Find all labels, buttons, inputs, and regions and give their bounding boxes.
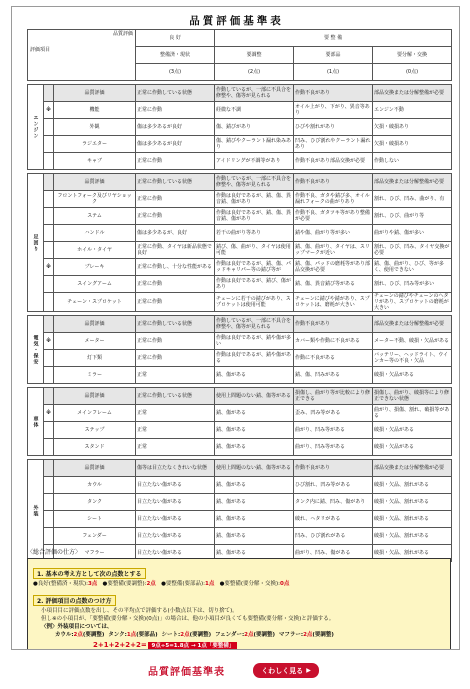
criteria-cell: 正常に作動 <box>136 350 215 367</box>
item-name: ミラー <box>54 367 136 384</box>
scoring-method-line: 但し※の小項目が、「要整備(要分解・交換)(0点)」の場合は、他の小項目が良くても要整備(要分解・交換)と評価する。 <box>41 616 335 622</box>
criteria-cell: ひびや割れがあり <box>294 119 373 136</box>
item-name: 品質評価 <box>54 460 136 477</box>
corner-bottom-label: 評価項目 <box>30 47 51 53</box>
score-value: 2点 <box>146 581 156 587</box>
criteria-cell: 割れ、ひび、凹み、タイヤ交換が必要 <box>373 242 452 259</box>
criteria-cell: アイドリングが不調等があり <box>215 153 294 170</box>
section-name: 車体 <box>28 388 44 456</box>
criteria-cell: 作動は良好であるが、錆、傷、異音錆、傷があり <box>215 208 294 225</box>
item-name: 外観 <box>54 119 136 136</box>
example-item-name: マフラー: <box>278 632 304 638</box>
criteria-cell: 破損・欠品、割れがある <box>373 545 452 562</box>
criteria-cell: 錆、傷がある <box>215 405 294 422</box>
criteria-cell: 割れ、ひび、凹み、曲がり、有 <box>373 191 452 208</box>
criteria-cell: 曲がり、損傷、割れ、破損等がある <box>373 405 452 422</box>
criteria-cell: 破れ、ヘタリがある <box>294 511 373 528</box>
table-row <box>28 153 452 170</box>
score-label: ●要整備(要調整): <box>102 581 147 587</box>
important-mark <box>44 225 54 242</box>
criteria-cell: 正常に作動している状態 <box>136 85 215 102</box>
important-mark <box>44 528 54 545</box>
important-mark <box>44 511 54 528</box>
example-formula-line <box>33 641 445 650</box>
important-mark <box>44 136 54 153</box>
criteria-cell: 作動しているが、一部に不具合を修整や、傷等が見られる <box>215 85 294 102</box>
table-row <box>28 174 452 191</box>
criteria-cell: 破損・欠品、割れがある <box>373 528 452 545</box>
criteria-cell: 作動不良があり部品交換が必要 <box>294 153 373 170</box>
criteria-cell: 作動不良があり <box>294 316 373 333</box>
item-name: フェンダー <box>54 528 136 545</box>
criteria-cell: 作動は良好であるが、錆、傷、異音錆、傷があり <box>215 191 294 208</box>
important-mark <box>44 460 54 477</box>
criteria-cell: 錆、傷がある <box>215 545 294 562</box>
criteria-cell: 錆び、傷、曲がり、タイヤは使用可能 <box>215 242 294 259</box>
criteria-cell: 傷等は目立たなくきれいな状態 <box>136 460 215 477</box>
criteria-cell: 破損・欠品がある <box>373 367 452 384</box>
important-mark: ※ <box>44 259 54 276</box>
table-row <box>28 85 452 102</box>
criteria-cell: 作動は良好であるが、錆や傷が多い <box>215 333 294 350</box>
item-name: シート <box>54 511 136 528</box>
criteria-cell: 作動に不良がある <box>294 350 373 367</box>
criteria-cell: 若干の曲がり等あり <box>215 225 294 242</box>
important-mark <box>44 477 54 494</box>
details-button[interactable] <box>253 663 319 678</box>
table-row <box>28 242 452 259</box>
criteria-cell: メーター不動、破損・欠品がある <box>373 333 452 350</box>
criteria-cell: 目立たない傷がある <box>136 545 215 562</box>
corner-top-label: 品質評価 <box>113 31 134 37</box>
table-row <box>28 136 452 153</box>
table-row <box>28 316 452 333</box>
criteria-cell: 歪み、凹み等がある <box>294 405 373 422</box>
criteria-cell: オイル上がり、下がり、異音等あり <box>294 102 373 119</box>
header-col-label: 整備済・現状 <box>136 47 215 64</box>
item-name: ハンドル <box>54 225 136 242</box>
criteria-cell: 作動しているが、一部に不具合を修整や、傷等が見られる <box>215 316 294 333</box>
criteria-cell: 曲がり、凹み、傷がある <box>294 545 373 562</box>
example-formula: 2+1+2+2+2= <box>93 641 147 649</box>
criteria-cell: 正常に作動 <box>136 102 215 119</box>
example-title: 〈例〉外装項目については、 <box>41 624 113 630</box>
criteria-cell: 錆、傷、凹みがある <box>294 367 373 384</box>
criteria-cell: 傷は多少あるが、良好 <box>136 225 215 242</box>
criteria-cell: 正常に作動、タイヤは新品状態で良好 <box>136 242 215 259</box>
item-name: マフラー <box>54 545 136 562</box>
item-name: 品質評価 <box>54 85 136 102</box>
item-name: メーター <box>54 333 136 350</box>
criteria-cell: 使用上問題のない錆、傷等がある <box>215 388 294 405</box>
important-mark <box>44 242 54 259</box>
header-need: 要 整 備 <box>215 30 452 47</box>
criteria-cell: 曲がり、凹み等がある <box>294 439 373 456</box>
criteria-cell: 作動しているが、一部に不具合を修整や、傷等が見られる <box>215 174 294 191</box>
important-mark <box>44 119 54 136</box>
score-label: ●良好(整備済・現状): <box>33 581 88 587</box>
criteria-cell: 作動は良好であるが、錆や傷がある <box>215 350 294 367</box>
item-name: スイングアーム <box>54 276 136 293</box>
item-name: チェーン・スプロケット <box>54 293 136 312</box>
criteria-cell: 作動不良、ガタツキ等があり整備が必要 <box>294 208 373 225</box>
example-item-label: (要調整) <box>82 632 105 638</box>
criteria-cell: 錆、傷がある <box>215 494 294 511</box>
criteria-cell: 部品交換または分解整備が必要 <box>373 460 452 477</box>
item-name: ホイル・タイヤ <box>54 242 136 259</box>
criteria-cell: 破損・欠品、割れがある <box>373 494 452 511</box>
example-item-label: (要調整) <box>253 632 276 638</box>
criteria-cell: 錆、傷がある <box>215 528 294 545</box>
footer-bar <box>0 660 470 682</box>
criteria-cell: チェーンの錆びやチェーンのへタリがあり、スプロケットの磨耗が大きい <box>373 293 452 312</box>
header-col-label: 要分解・交換 <box>373 47 452 64</box>
item-name: 品質評価 <box>54 316 136 333</box>
example-item-score: 2点 <box>244 632 254 638</box>
criteria-cell: 錆、傷がある <box>215 439 294 456</box>
basic-rule-title: 1. 基本の考え方として次の点数とする <box>33 568 146 579</box>
section-name: 電気・保安 <box>28 316 44 384</box>
criteria-cell: 錆、傷がある <box>215 422 294 439</box>
important-mark <box>44 208 54 225</box>
header-good: 良 好 <box>136 30 215 47</box>
important-mark <box>44 293 54 312</box>
criteria-cell: 傷は多少あるが良好 <box>136 119 215 136</box>
criteria-cell: 部品交換または分解整備が必要 <box>373 174 452 191</box>
important-mark <box>44 85 54 102</box>
header-col-score: (2点) <box>215 64 294 81</box>
criteria-cell: 破損・欠品がある <box>373 439 452 456</box>
criteria-cell: 目立たない傷がある <box>136 528 215 545</box>
criteria-cell: ひび割れ、凹み等がある <box>294 477 373 494</box>
item-name: ステム <box>54 208 136 225</box>
score-value: 3点 <box>87 581 98 587</box>
item-name: ブレーキ <box>54 259 136 276</box>
important-mark <box>44 422 54 439</box>
criteria-cell: 曲がり、凹み等がある <box>294 422 373 439</box>
table-row <box>28 276 452 293</box>
header-col-score: (3点) <box>136 64 215 81</box>
important-mark: ※ <box>44 405 54 422</box>
criteria-cell: 正常に作動 <box>136 208 215 225</box>
criteria-cell: 部品交換または分解整備が必要 <box>373 316 452 333</box>
example-item-name: タンク: <box>108 632 127 638</box>
table-row <box>28 439 452 456</box>
criteria-cell: 凹み、ひび割れやクーラント漏れあり <box>294 136 373 153</box>
example-item-label: (要部品) <box>136 632 158 638</box>
example-item-score: 2点 <box>303 632 313 638</box>
score-value: 0点 <box>280 581 290 587</box>
example-item-score: 1点 <box>126 632 137 638</box>
item-name: キャブ <box>54 153 136 170</box>
criteria-cell: 錆、傷がある <box>215 511 294 528</box>
criteria-cell: 破損・欠品、割れがある <box>373 477 452 494</box>
example-items <box>33 631 445 639</box>
criteria-cell: 錆、傷、曲がり、ひび、等が多く、使用できない <box>373 259 452 276</box>
criteria-cell: 目立たない傷がある <box>136 477 215 494</box>
criteria-cell: 作動しない <box>373 153 452 170</box>
criteria-cell: 割れ、ひび、曲がり等 <box>373 208 452 225</box>
important-mark <box>44 276 54 293</box>
criteria-cell: 破損・欠品、割れがある <box>373 511 452 528</box>
corner-cell <box>28 30 136 81</box>
table-row <box>28 511 452 528</box>
criteria-cell: 正常に作動 <box>136 333 215 350</box>
criteria-cell: 部品交換または分解整備が必要 <box>373 85 452 102</box>
criteria-cell: 割れ、ひび、凹み等が多い <box>373 276 452 293</box>
criteria-cell: 目立たない傷がある <box>136 494 215 511</box>
example-item-name: シート: <box>161 632 181 638</box>
criteria-cell: 正常 <box>136 439 215 456</box>
criteria-cell: 正常に作動している状態 <box>136 388 215 405</box>
table-row <box>28 102 452 119</box>
criteria-cell: エンジン不動 <box>373 102 452 119</box>
criteria-cell: 正常 <box>136 405 215 422</box>
table-row <box>28 528 452 545</box>
criteria-cell: 欠損・破損あり <box>373 119 452 136</box>
table-row <box>28 119 452 136</box>
table-row <box>28 422 452 439</box>
important-mark: ※ <box>44 333 54 350</box>
criteria-cell: 傷、錆びがあり <box>215 119 294 136</box>
criteria-cell: 経微な不調 <box>215 102 294 119</box>
criteria-cell: 傷、錆びやクーラント漏れ染みあり <box>215 136 294 153</box>
criteria-cell: 錆、傷がある <box>215 477 294 494</box>
criteria-cell: 正常に作動している状態 <box>136 316 215 333</box>
criteria-cell: 錆や傷、曲がり等が多い <box>294 225 373 242</box>
table-row <box>28 460 452 477</box>
table-row <box>28 367 452 384</box>
item-name: メインフレーム <box>54 405 136 422</box>
item-name: スタンド <box>54 439 136 456</box>
important-mark <box>44 494 54 511</box>
important-mark <box>44 388 54 405</box>
criteria-cell: バッテリー、ヘッドライト、ウインカー等の不良・欠品 <box>373 350 452 367</box>
criteria-cell: カバー類や作動に不良がある <box>294 333 373 350</box>
criteria-cell: 錆、傷がある <box>215 367 294 384</box>
criteria-cell: 損傷し、曲がり等が比較により修正できる <box>294 388 373 405</box>
criteria-cell: タンク内に錆、凹み、傷があり <box>294 494 373 511</box>
example-result: 9点÷5=1.8点 → 1点「要整備」 <box>148 642 237 650</box>
score-label: ●要整備(要分解・交換): <box>219 581 281 587</box>
example-item-label: (要調整) <box>189 632 212 638</box>
play-arrow-icon: ▶ <box>306 667 311 674</box>
important-mark <box>44 350 54 367</box>
example-item-name: フェンダー: <box>214 632 245 638</box>
section-name: 足回り <box>28 174 44 312</box>
evaluation-box <box>27 558 451 650</box>
criteria-cell: 正常に作動 <box>136 153 215 170</box>
criteria-cell: 錆、傷、パッドの磨耗等があり部品交換が必要 <box>294 259 373 276</box>
important-mark <box>44 153 54 170</box>
criteria-cell: 傷は多少あるが良好 <box>136 136 215 153</box>
table-row <box>28 405 452 422</box>
section-name: 外装 <box>28 460 44 562</box>
item-name: 品質評価 <box>54 174 136 191</box>
important-mark: ※ <box>44 102 54 119</box>
criteria-cell: 損傷し、曲がり、破損等により修正できない状態 <box>373 388 452 405</box>
criteria-cell: 作動は良好であるが、錆、傷、パッドキャリパー等の錆び等が <box>215 259 294 276</box>
table-row <box>28 494 452 511</box>
scoring-method-line: 小項目目に評価点数を出し、その平均点で評価する(小数点以下は、切り捨て)。 <box>41 608 238 614</box>
example-item-score: 2点 <box>180 632 190 638</box>
criteria-cell: 凹み、ひび割れがある <box>294 528 373 545</box>
criteria-cell: 作動不良があり <box>294 85 373 102</box>
criteria-cell: 曲がりや錆、傷が多い <box>373 225 452 242</box>
criteria-cell: 作動不良があり <box>294 174 373 191</box>
criteria-cell: 正常に作動 <box>136 293 215 312</box>
criteria-table <box>27 29 452 562</box>
evaluation-method <box>27 547 451 650</box>
item-name: 機能 <box>54 102 136 119</box>
item-name: タンク <box>54 494 136 511</box>
section-name: エンジン <box>28 85 44 170</box>
item-name: ステップ <box>54 422 136 439</box>
details-button-label: くわしく見る <box>261 666 304 675</box>
table-row <box>28 208 452 225</box>
criteria-cell: 欠損・破損あり <box>373 136 452 153</box>
example-item-score: 2点 <box>73 632 83 638</box>
score-label: ●要整備(要部品): <box>161 581 206 587</box>
criteria-cell: 正常に作動し、十分な性能がある <box>136 259 215 276</box>
table-row <box>28 350 452 367</box>
criteria-cell: 錆、傷、異音錆び等がある <box>294 276 373 293</box>
criteria-cell: 正常 <box>136 367 215 384</box>
evaluation-sheet <box>11 6 460 650</box>
basic-rule-scores <box>33 580 445 588</box>
header-col-label: 要部品 <box>294 47 373 64</box>
table-row <box>28 333 452 350</box>
criteria-cell: 作動不良、ガタや錆び多、オイル漏れフォークの曲がりあり <box>294 191 373 208</box>
scoring-method-title: 2. 評価項目の点数のつけ方 <box>33 595 116 606</box>
criteria-cell: 作動不良があり <box>294 460 373 477</box>
table-row <box>28 225 452 242</box>
criteria-cell: 正常 <box>136 422 215 439</box>
important-mark <box>44 191 54 208</box>
table-row <box>28 477 452 494</box>
example-item-label: (要調整) <box>312 632 334 638</box>
item-name: 灯下類 <box>54 350 136 367</box>
criteria-cell: 正常に作動している状態 <box>136 174 215 191</box>
header-col-label: 要調整 <box>215 47 294 64</box>
important-mark <box>44 174 54 191</box>
example-item-name: カウル: <box>55 632 74 638</box>
table-row <box>28 388 452 405</box>
header-col-score: (0点) <box>373 64 452 81</box>
evaluation-heading: 〈総合評価の仕方〉 <box>27 549 82 556</box>
header-col-score: (1点) <box>294 64 373 81</box>
criteria-cell: 錆、傷、曲がり、タイヤは、スリップマークが近い <box>294 242 373 259</box>
item-name: ラジエター <box>54 136 136 153</box>
item-name: カウル <box>54 477 136 494</box>
sheet-title: 品質評価基準表 <box>189 15 284 27</box>
criteria-cell: 正常に作動 <box>136 191 215 208</box>
item-name: 品質評価 <box>54 388 136 405</box>
table-row <box>28 293 452 312</box>
criteria-cell: 目立たない傷がある <box>136 511 215 528</box>
item-name: フロントフォーク及びリヤショック <box>54 191 136 208</box>
important-mark <box>44 439 54 456</box>
criteria-cell: 使用上問題のない錆、傷等がある <box>215 460 294 477</box>
criteria-cell: チェーンに錆びや錆があり、スプロケットは、磨耗が大きい <box>294 293 373 312</box>
criteria-cell: チェーンに若干の錆びがあり、スプロケットは使用可能 <box>215 293 294 312</box>
table-row <box>28 259 452 276</box>
criteria-cell: 作動は良好であるが、錆び、傷があり <box>215 276 294 293</box>
important-mark <box>44 316 54 333</box>
footer-label: 品質評価基準表 <box>148 667 225 678</box>
criteria-cell: 正常に作動 <box>136 276 215 293</box>
table-row <box>28 191 452 208</box>
score-value: 1点 <box>205 581 215 587</box>
important-mark <box>44 367 54 384</box>
criteria-cell: 破損・欠品がある <box>373 422 452 439</box>
